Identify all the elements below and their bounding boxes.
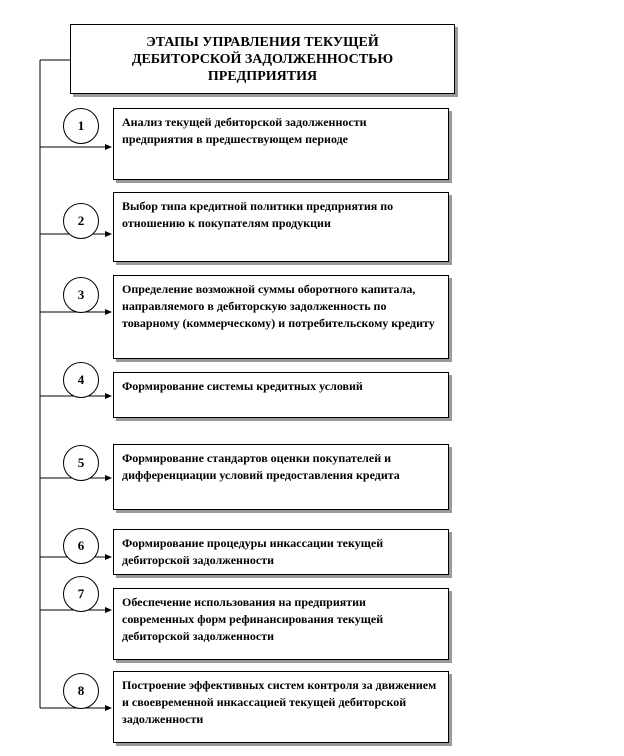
step-box-1: Анализ текущей дебиторской задолженности предприятия в предшествующем периоде	[113, 108, 449, 180]
step-box-3: Определение возможной суммы оборотного капитала, направляемого в дебиторскую задолженность по товарному (коммерческому) и потребительскому кредиту	[113, 275, 449, 359]
step-number-5: 5	[63, 445, 99, 481]
step-number-8: 8	[63, 673, 99, 709]
step-box-8: Построение эффективных систем контроля за движением и своевременной инкассацией текущей дебиторской задолженности	[113, 671, 449, 743]
step-number-7: 7	[63, 576, 99, 612]
step-number-6: 6	[63, 528, 99, 564]
step-box-2: Выбор типа кредитной политики предприятия по отношению к покупателям продукции	[113, 192, 449, 262]
step-number-3: 3	[63, 277, 99, 313]
step-number-1: 1	[63, 108, 99, 144]
step-number-4: 4	[63, 362, 99, 398]
step-box-6: Формирование процедуры инкассации текущей дебиторской задолженности	[113, 529, 449, 575]
step-box-5: Формирование стандартов оценки покупателей и дифференциации условий предоставления кредита	[113, 444, 449, 510]
step-box-4: Формирование системы кредитных условий	[113, 372, 449, 418]
step-box-7: Обеспечение использования на предприятии современных форм рефинансирования текущей дебиторской задолженности	[113, 588, 449, 660]
step-number-2: 2	[63, 203, 99, 239]
diagram-title: ЭТАПЫ УПРАВЛЕНИЯ ТЕКУЩЕЙ ДЕБИТОРСКОЙ ЗАДОЛЖЕННОСТЬЮ ПРЕДПРИЯТИЯ	[70, 24, 455, 94]
